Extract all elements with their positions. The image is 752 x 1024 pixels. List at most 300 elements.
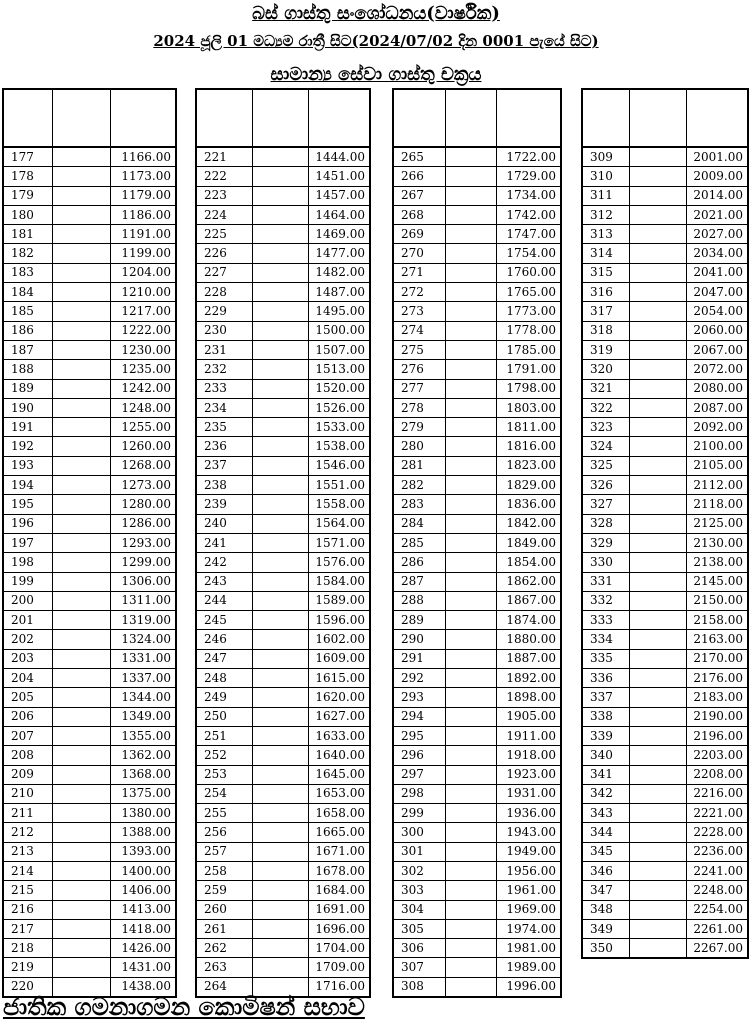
- stage-number-cell: 226: [196, 244, 252, 263]
- blank-cell: [630, 225, 687, 244]
- effective-date-subtitle: 2024 ජූලි 01 මධ්‍යම රාත්‍රී සිට(2024/07/02 දින 0001 පැයේ සිට): [153, 32, 599, 50]
- fare-amount-cell: 1464.00: [308, 205, 370, 224]
- table-row: [582, 726, 748, 745]
- table-row: [196, 437, 370, 456]
- fare-amount-cell: 2014.00: [686, 186, 748, 205]
- fare-amount-cell: 2034.00: [686, 244, 748, 263]
- stage-number-cell: 282: [393, 476, 445, 495]
- stage-number-cell: 243: [196, 572, 252, 591]
- fare-amount-cell: 1199.00: [110, 244, 176, 263]
- blank-cell: [445, 765, 496, 784]
- blank-cell: [630, 591, 687, 610]
- blank-cell: [252, 398, 308, 417]
- stage-number-cell: 222: [196, 167, 252, 186]
- table-row: [582, 302, 748, 321]
- table-row: [393, 746, 561, 765]
- table-row: [196, 244, 370, 263]
- table-row: [3, 321, 176, 340]
- stage-number-cell: 269: [393, 225, 445, 244]
- stage-number-cell: 220: [3, 977, 53, 997]
- blank-cell: [252, 437, 308, 456]
- fare-amount-cell: 2267.00: [686, 939, 748, 959]
- fare-amount-cell: 1653.00: [308, 784, 370, 803]
- fare-amount-cell: 2203.00: [686, 746, 748, 765]
- blank-cell: [630, 553, 687, 572]
- blank-cell: [252, 495, 308, 514]
- table-row: [3, 418, 176, 437]
- blank-cell: [445, 418, 496, 437]
- blank-cell: [252, 379, 308, 398]
- stage-number-cell: 311: [582, 186, 630, 205]
- blank-cell: [252, 881, 308, 900]
- fare-amount-cell: 1538.00: [308, 437, 370, 456]
- stage-number-cell: 322: [582, 398, 630, 417]
- fare-amount-cell: 2105.00: [686, 456, 748, 475]
- stage-number-cell: 203: [3, 649, 53, 668]
- table-row: [393, 823, 561, 842]
- stage-number-cell: 324: [582, 437, 630, 456]
- fare-amount-cell: 2027.00: [686, 225, 748, 244]
- document-title: බස් ගාස්තු සංශෝධනය(වාර්ෂික): [252, 3, 500, 24]
- blank-cell: [252, 360, 308, 379]
- stage-number-cell: 333: [582, 611, 630, 630]
- fare-amount-cell: 1331.00: [110, 649, 176, 668]
- stage-number-cell: 194: [3, 476, 53, 495]
- fare-amount-cell: 1260.00: [110, 437, 176, 456]
- stage-number-cell: 346: [582, 861, 630, 880]
- table-row: [196, 398, 370, 417]
- stage-number-cell: 325: [582, 456, 630, 475]
- stage-number-cell: 349: [582, 919, 630, 938]
- table-row: [3, 611, 176, 630]
- blank-cell: [53, 707, 111, 726]
- blank-cell: [630, 321, 687, 340]
- table-row: [393, 360, 561, 379]
- table-row: [3, 244, 176, 263]
- table-row: [3, 476, 176, 495]
- stage-number-cell: 224: [196, 205, 252, 224]
- fare-amount-cell: 1438.00: [110, 977, 176, 997]
- stage-number-cell: 228: [196, 283, 252, 302]
- table-row: [3, 726, 176, 745]
- table-row: [582, 784, 748, 803]
- table-row: [196, 881, 370, 900]
- fare-amount-cell: 1722.00: [496, 147, 561, 167]
- blank-cell: [445, 147, 496, 167]
- header-cell: [686, 89, 748, 147]
- blank-cell: [630, 244, 687, 263]
- fare-amount-cell: 1286.00: [110, 514, 176, 533]
- fare-amount-cell: 1969.00: [496, 900, 561, 919]
- table-row: [582, 186, 748, 205]
- fare-amount-cell: 1615.00: [308, 669, 370, 688]
- stage-number-cell: 212: [3, 823, 53, 842]
- table-row: [582, 340, 748, 359]
- commission-name-footer: ජාතික ගමනාගමන කොමිෂන් සභාව: [3, 993, 365, 1021]
- stage-number-cell: 227: [196, 263, 252, 282]
- blank-cell: [630, 669, 687, 688]
- fare-amount-cell: 1645.00: [308, 765, 370, 784]
- stage-number-cell: 225: [196, 225, 252, 244]
- fare-amount-cell: 2236.00: [686, 842, 748, 861]
- stage-number-cell: 200: [3, 591, 53, 610]
- stage-number-cell: 265: [393, 147, 445, 167]
- fare-amount-cell: 2060.00: [686, 321, 748, 340]
- table-row: [3, 591, 176, 610]
- stage-number-cell: 196: [3, 514, 53, 533]
- fare-amount-cell: 1204.00: [110, 263, 176, 282]
- blank-cell: [252, 630, 308, 649]
- stage-number-cell: 329: [582, 533, 630, 552]
- stage-number-cell: 284: [393, 514, 445, 533]
- stage-number-cell: 241: [196, 533, 252, 552]
- stage-number-cell: 332: [582, 591, 630, 610]
- blank-cell: [252, 804, 308, 823]
- blank-cell: [630, 456, 687, 475]
- fare-amount-cell: 2248.00: [686, 881, 748, 900]
- table-row: [196, 919, 370, 938]
- fare-amount-cell: 1811.00: [496, 418, 561, 437]
- blank-cell: [53, 340, 111, 359]
- stage-number-cell: 292: [393, 669, 445, 688]
- stage-number-cell: 268: [393, 205, 445, 224]
- table-row: [196, 186, 370, 205]
- fare-amount-cell: 1444.00: [308, 147, 370, 167]
- stage-number-cell: 291: [393, 649, 445, 668]
- fare-amount-cell: 1936.00: [496, 804, 561, 823]
- fare-amount-cell: 2261.00: [686, 919, 748, 938]
- blank-cell: [445, 321, 496, 340]
- stage-number-cell: 182: [3, 244, 53, 263]
- blank-cell: [252, 611, 308, 630]
- header-cell: [3, 89, 53, 147]
- blank-cell: [53, 572, 111, 591]
- blank-cell: [445, 553, 496, 572]
- header-cell: [630, 89, 687, 147]
- table-row: [3, 900, 176, 919]
- fare-amount-cell: 2158.00: [686, 611, 748, 630]
- fare-amount-cell: 1892.00: [496, 669, 561, 688]
- blank-cell: [445, 591, 496, 610]
- fare-amount-cell: 1803.00: [496, 398, 561, 417]
- table-row: [196, 726, 370, 745]
- fare-amount-cell: 1375.00: [110, 784, 176, 803]
- fare-amount-cell: 2254.00: [686, 900, 748, 919]
- table-row: [393, 340, 561, 359]
- blank-cell: [630, 784, 687, 803]
- fare-amount-cell: 1533.00: [308, 418, 370, 437]
- blank-cell: [630, 263, 687, 282]
- blank-cell: [252, 842, 308, 861]
- table-row: [196, 649, 370, 668]
- fare-amount-cell: 1584.00: [308, 572, 370, 591]
- stage-number-cell: 303: [393, 881, 445, 900]
- fare-amount-cell: 1620.00: [308, 688, 370, 707]
- stage-number-cell: 185: [3, 302, 53, 321]
- table-row: [3, 437, 176, 456]
- stage-number-cell: 260: [196, 900, 252, 919]
- fare-amount-cell: 2100.00: [686, 437, 748, 456]
- fare-amount-cell: 1495.00: [308, 302, 370, 321]
- table-row: [582, 418, 748, 437]
- table-row: [393, 398, 561, 417]
- table-row: [393, 688, 561, 707]
- stage-number-cell: 270: [393, 244, 445, 263]
- table-row: [3, 669, 176, 688]
- table-row: [196, 669, 370, 688]
- blank-cell: [252, 263, 308, 282]
- fare-amount-cell: 1186.00: [110, 205, 176, 224]
- blank-cell: [630, 688, 687, 707]
- stage-number-cell: 195: [3, 495, 53, 514]
- table-row: [393, 669, 561, 688]
- table-row: [582, 861, 748, 880]
- stage-number-cell: 316: [582, 283, 630, 302]
- fare-amount-cell: 1457.00: [308, 186, 370, 205]
- table-row: [3, 572, 176, 591]
- stage-number-cell: 342: [582, 784, 630, 803]
- fare-amount-cell: 1684.00: [308, 881, 370, 900]
- fare-amount-cell: 1273.00: [110, 476, 176, 495]
- header-cell: [196, 89, 252, 147]
- table-row: [582, 205, 748, 224]
- table-row: [3, 958, 176, 977]
- blank-cell: [630, 379, 687, 398]
- blank-cell: [445, 939, 496, 958]
- blank-cell: [252, 205, 308, 224]
- stage-number-cell: 219: [3, 958, 53, 977]
- blank-cell: [252, 919, 308, 938]
- stage-number-cell: 296: [393, 746, 445, 765]
- table-row: [393, 167, 561, 186]
- blank-cell: [630, 533, 687, 552]
- table-row: [3, 765, 176, 784]
- fare-amount-cell: 1400.00: [110, 861, 176, 880]
- table-row: [393, 456, 561, 475]
- fare-amount-cell: 1905.00: [496, 707, 561, 726]
- stage-number-cell: 297: [393, 765, 445, 784]
- table-row: [196, 842, 370, 861]
- blank-cell: [252, 418, 308, 437]
- stage-number-cell: 202: [3, 630, 53, 649]
- table-row: [393, 842, 561, 861]
- blank-cell: [53, 147, 111, 167]
- table-row: [393, 514, 561, 533]
- fare-amount-cell: 1551.00: [308, 476, 370, 495]
- table-row: [582, 900, 748, 919]
- table-row: [582, 147, 748, 167]
- blank-cell: [53, 842, 111, 861]
- blank-cell: [630, 360, 687, 379]
- fare-amount-cell: 1558.00: [308, 495, 370, 514]
- table-row: [582, 669, 748, 688]
- blank-cell: [252, 958, 308, 977]
- stage-number-cell: 313: [582, 225, 630, 244]
- blank-cell: [53, 649, 111, 668]
- blank-cell: [630, 186, 687, 205]
- table-row: [3, 167, 176, 186]
- fare-amount-cell: 1482.00: [308, 263, 370, 282]
- fare-amount-cell: 1911.00: [496, 726, 561, 745]
- fare-amount-cell: 1816.00: [496, 437, 561, 456]
- stage-number-cell: 334: [582, 630, 630, 649]
- table-row: [3, 302, 176, 321]
- fare-amount-cell: 2112.00: [686, 476, 748, 495]
- table-row: [196, 804, 370, 823]
- table-row: [196, 765, 370, 784]
- table-row: [3, 553, 176, 572]
- table-header-row: [393, 89, 561, 147]
- blank-cell: [630, 861, 687, 880]
- stage-number-cell: 221: [196, 147, 252, 167]
- stage-number-cell: 344: [582, 823, 630, 842]
- blank-cell: [445, 707, 496, 726]
- stage-number-cell: 312: [582, 205, 630, 224]
- blank-cell: [445, 476, 496, 495]
- blank-cell: [53, 746, 111, 765]
- stage-number-cell: 178: [3, 167, 53, 186]
- table-row: [582, 283, 748, 302]
- fare-amount-cell: 1280.00: [110, 495, 176, 514]
- blank-cell: [252, 649, 308, 668]
- blank-cell: [53, 900, 111, 919]
- stage-number-cell: 215: [3, 881, 53, 900]
- stage-number-cell: 256: [196, 823, 252, 842]
- blank-cell: [630, 437, 687, 456]
- table-row: [3, 804, 176, 823]
- table-row: [3, 514, 176, 533]
- fare-amount-cell: 1166.00: [110, 147, 176, 167]
- fare-amount-cell: 1319.00: [110, 611, 176, 630]
- fare-amount-cell: 2196.00: [686, 726, 748, 745]
- stage-number-cell: 267: [393, 186, 445, 205]
- blank-cell: [630, 514, 687, 533]
- blank-cell: [252, 823, 308, 842]
- table-row: [196, 205, 370, 224]
- fare-amount-cell: 1388.00: [110, 823, 176, 842]
- blank-cell: [630, 476, 687, 495]
- fare-amount-cell: 1633.00: [308, 726, 370, 745]
- blank-cell: [53, 804, 111, 823]
- table-row: [3, 707, 176, 726]
- fare-amount-cell: 2150.00: [686, 591, 748, 610]
- blank-cell: [445, 244, 496, 263]
- table-header-row: [3, 89, 176, 147]
- fare-amount-cell: 2067.00: [686, 340, 748, 359]
- blank-cell: [53, 302, 111, 321]
- fare-amount-cell: 1956.00: [496, 861, 561, 880]
- stage-number-cell: 272: [393, 283, 445, 302]
- stage-number-cell: 234: [196, 398, 252, 417]
- table-row: [393, 572, 561, 591]
- table-row: [196, 476, 370, 495]
- stage-number-cell: 245: [196, 611, 252, 630]
- table-row: [196, 861, 370, 880]
- blank-cell: [630, 746, 687, 765]
- fare-amount-cell: 2047.00: [686, 283, 748, 302]
- stage-number-cell: 261: [196, 919, 252, 938]
- table-row: [393, 919, 561, 938]
- table-row: [582, 244, 748, 263]
- table-row: [3, 919, 176, 938]
- blank-cell: [252, 553, 308, 572]
- blank-cell: [445, 649, 496, 668]
- fare-amount-cell: 2001.00: [686, 147, 748, 167]
- table-row: [393, 147, 561, 167]
- stage-number-cell: 290: [393, 630, 445, 649]
- stage-number-cell: 294: [393, 707, 445, 726]
- fare-amount-cell: 2208.00: [686, 765, 748, 784]
- blank-cell: [445, 495, 496, 514]
- blank-cell: [630, 939, 687, 959]
- table-row: [582, 649, 748, 668]
- fare-amount-cell: 1640.00: [308, 746, 370, 765]
- blank-cell: [252, 765, 308, 784]
- fare-amount-cell: 1829.00: [496, 476, 561, 495]
- blank-cell: [445, 225, 496, 244]
- fare-amount-cell: 1596.00: [308, 611, 370, 630]
- stage-number-cell: 249: [196, 688, 252, 707]
- fare-amount-cell: 1311.00: [110, 591, 176, 610]
- blank-cell: [252, 244, 308, 263]
- stage-number-cell: 314: [582, 244, 630, 263]
- fare-amount-cell: 1210.00: [110, 283, 176, 302]
- stage-number-cell: 321: [582, 379, 630, 398]
- stage-number-cell: 235: [196, 418, 252, 437]
- stage-number-cell: 177: [3, 147, 53, 167]
- blank-cell: [53, 611, 111, 630]
- table-row: [196, 630, 370, 649]
- fare-amount-cell: 1255.00: [110, 418, 176, 437]
- fare-amount-cell: 1742.00: [496, 205, 561, 224]
- table-row: [196, 591, 370, 610]
- table-row: [393, 591, 561, 610]
- table-row: [393, 804, 561, 823]
- blank-cell: [445, 167, 496, 186]
- blank-cell: [53, 591, 111, 610]
- fare-amount-cell: 1981.00: [496, 939, 561, 958]
- fare-amount-cell: 1362.00: [110, 746, 176, 765]
- stage-number-cell: 236: [196, 437, 252, 456]
- blank-cell: [53, 939, 111, 958]
- table-row: [582, 611, 748, 630]
- fare-amount-cell: 1996.00: [496, 977, 561, 997]
- blank-cell: [252, 456, 308, 475]
- stage-number-cell: 257: [196, 842, 252, 861]
- stage-number-cell: 278: [393, 398, 445, 417]
- stage-number-cell: 190: [3, 398, 53, 417]
- stage-number-cell: 186: [3, 321, 53, 340]
- stage-number-cell: 258: [196, 861, 252, 880]
- fare-amount-cell: 1842.00: [496, 514, 561, 533]
- stage-number-cell: 276: [393, 360, 445, 379]
- stage-number-cell: 233: [196, 379, 252, 398]
- table-row: [196, 302, 370, 321]
- fare-amount-cell: 1477.00: [308, 244, 370, 263]
- fare-table-1: [2, 88, 177, 998]
- blank-cell: [53, 263, 111, 282]
- fare-amount-cell: 1576.00: [308, 553, 370, 572]
- blank-cell: [445, 283, 496, 302]
- stage-number-cell: 283: [393, 495, 445, 514]
- blank-cell: [445, 669, 496, 688]
- blank-cell: [53, 321, 111, 340]
- fare-amount-cell: 1546.00: [308, 456, 370, 475]
- blank-cell: [445, 533, 496, 552]
- blank-cell: [252, 784, 308, 803]
- stage-number-cell: 307: [393, 958, 445, 977]
- blank-cell: [630, 707, 687, 726]
